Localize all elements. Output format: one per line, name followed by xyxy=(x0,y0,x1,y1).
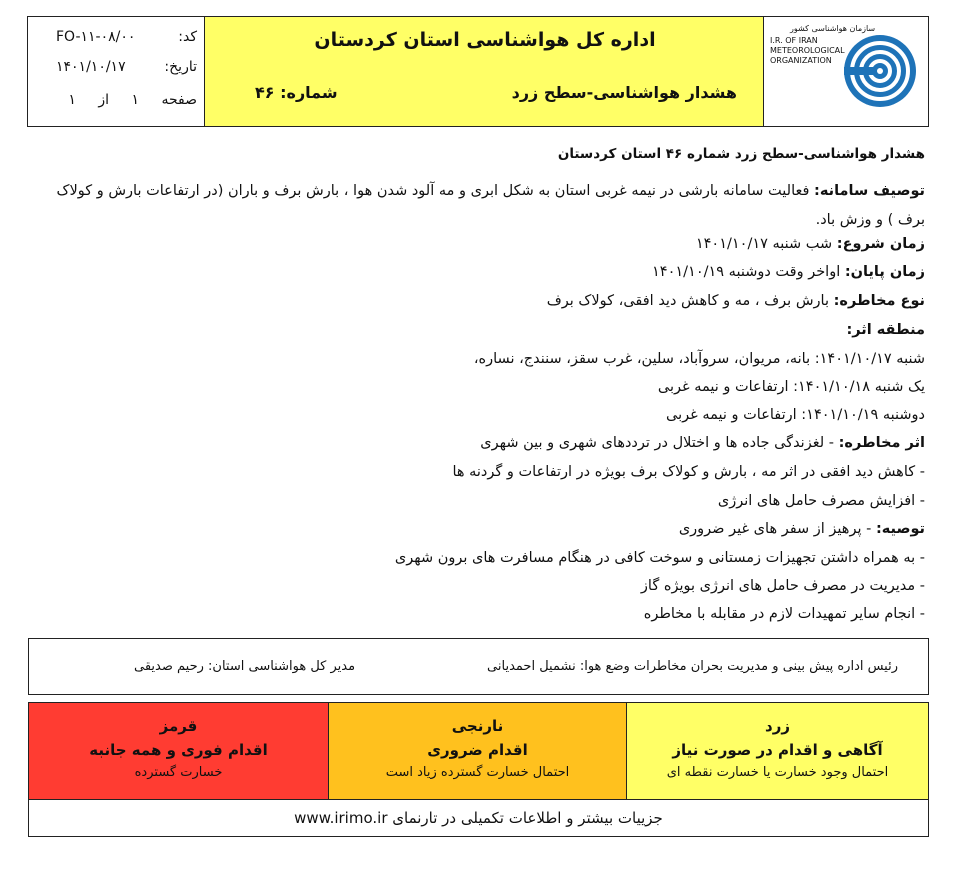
hazard-type xyxy=(25,291,925,311)
area-line: شنبه ۱۴۰۱/۱۰/۱۷: بانه، مریوان، سروآباد، سلین، غرب سقز، سنندج، نساره، xyxy=(473,351,925,367)
system-description xyxy=(25,177,925,235)
level-description: احتمال خسارت گسترده زیاد است xyxy=(385,765,570,780)
organization-logo xyxy=(763,17,928,126)
advice-line: - به همراه داشتن تجهیزات زمستانی و سوخت کافی در هنگام مسافرت های برون شهری xyxy=(394,550,925,566)
level-action: اقدام ضروری xyxy=(427,741,528,759)
level-red xyxy=(29,703,328,799)
code-value: FO-۱۱-۰۸/۰۰ xyxy=(56,29,136,45)
effect-line: - کاهش دید افقی در اثر مه ، بارش و کولاک برف بویژه در ارتفاعات و گردنه ها xyxy=(452,464,925,480)
end-text: اواخر وقت دوشنبه ۱۴۰۱/۱۰/۱۹ xyxy=(652,264,845,280)
page-number: صفحه ۱ از ۱ xyxy=(68,92,197,108)
date-label: تاریخ: xyxy=(164,59,197,75)
level-action: آگاهی و اقدام در صورت نیاز xyxy=(672,741,883,759)
header-title-area xyxy=(204,17,765,126)
affected-area xyxy=(25,320,925,340)
area-line: یک شنبه ۱۴۰۱/۱۰/۱۸: ارتفاعات و نیمه غربی xyxy=(657,379,925,395)
effect-text: - لغزندگی جاده ها و اختلال در ترددهای شهری و بین شهری xyxy=(480,435,839,451)
description-label: توصیف سامانه: xyxy=(814,183,925,199)
date-value: ۱۴۰۱/۱۰/۱۷ xyxy=(56,59,126,75)
footer xyxy=(28,799,929,837)
signature-box xyxy=(28,638,929,695)
logo-persian-text: سازمان هواشناسی کشور xyxy=(790,24,876,33)
level-description: احتمال وجود خسارت یا خسارت نقطه ای xyxy=(666,765,889,780)
advice-text: - پرهیز از سفر های غیر ضروری xyxy=(678,521,876,537)
start-time xyxy=(25,234,925,254)
advice-line: - انجام سایر تمهیدات لازم در مقابله با مخاطره xyxy=(643,606,925,622)
code-label: کد: xyxy=(178,29,197,45)
warning-title: هشدار هواشناسی-سطح زرد xyxy=(511,83,737,102)
organization-title: اداره کل هواشناسی استان کردستان xyxy=(314,29,656,51)
document-meta xyxy=(28,17,203,126)
level-name: قرمز xyxy=(159,717,198,735)
start-text: شب شنبه ۱۴۰۱/۱۰/۱۷ xyxy=(695,236,837,252)
advice-label: توصیه: xyxy=(875,521,925,537)
area-label: منطقه اثر: xyxy=(846,322,925,338)
forecast-head-signature: رئیس اداره پیش بینی و مدیریت بحران مخاطرات وضع هوا: نشمیل احمدیانی xyxy=(487,659,898,674)
level-action: اقدام فوری و همه جانبه xyxy=(89,741,268,759)
level-name: نارنجی xyxy=(451,717,504,735)
hazard-type-text: بارش برف ، مه و کاهش دید افقی، کولاک برف xyxy=(546,293,834,309)
effect-label: اثر مخاطره: xyxy=(838,435,925,451)
end-time xyxy=(25,262,925,282)
level-name: زرد xyxy=(765,717,790,735)
warning-number: شماره: ۴۶ xyxy=(255,83,338,102)
meteorological-logo-icon xyxy=(840,31,920,111)
level-yellow xyxy=(626,703,928,799)
body-heading: هشدار هواشناسی-سطح زرد شماره ۴۶ استان کردستان xyxy=(557,146,925,162)
hazard-effect xyxy=(25,433,925,453)
level-description: خسارت گسترده xyxy=(134,765,223,780)
start-label: زمان شروع: xyxy=(836,236,925,252)
footer-text: جزییات بیشتر و اطلاعات تکمیلی در تارنمای www.irimo.ir xyxy=(294,809,663,827)
level-orange xyxy=(328,703,626,799)
hazard-type-label: نوع مخاطره: xyxy=(833,293,925,309)
document-header xyxy=(27,16,929,127)
end-label: زمان پایان: xyxy=(844,264,925,280)
warning-levels xyxy=(28,702,929,800)
advice-line: - مدیریت در مصرف حامل های انرژی بویژه گاز xyxy=(640,578,925,594)
advice xyxy=(25,519,925,539)
description-text: فعالیت سامانه بارشی در نیمه غربی استان به شکل ابری و مه آلود شدن هوا ، بارش برف و باران (در ارتفاعات بارش و کولاک برف ) و وزش باد. xyxy=(56,183,925,228)
area-line: دوشنبه ۱۴۰۱/۱۰/۱۹: ارتفاعات و نیمه غربی xyxy=(666,407,925,423)
director-signature: مدیر کل هواشناسی استان: رحیم صدیقی xyxy=(134,659,356,674)
logo-english-text: I.R. OF IRAN METEOROLOGICAL ORGANIZATION xyxy=(770,36,845,65)
effect-line: - افزایش مصرف حامل های انرژی xyxy=(717,493,925,509)
